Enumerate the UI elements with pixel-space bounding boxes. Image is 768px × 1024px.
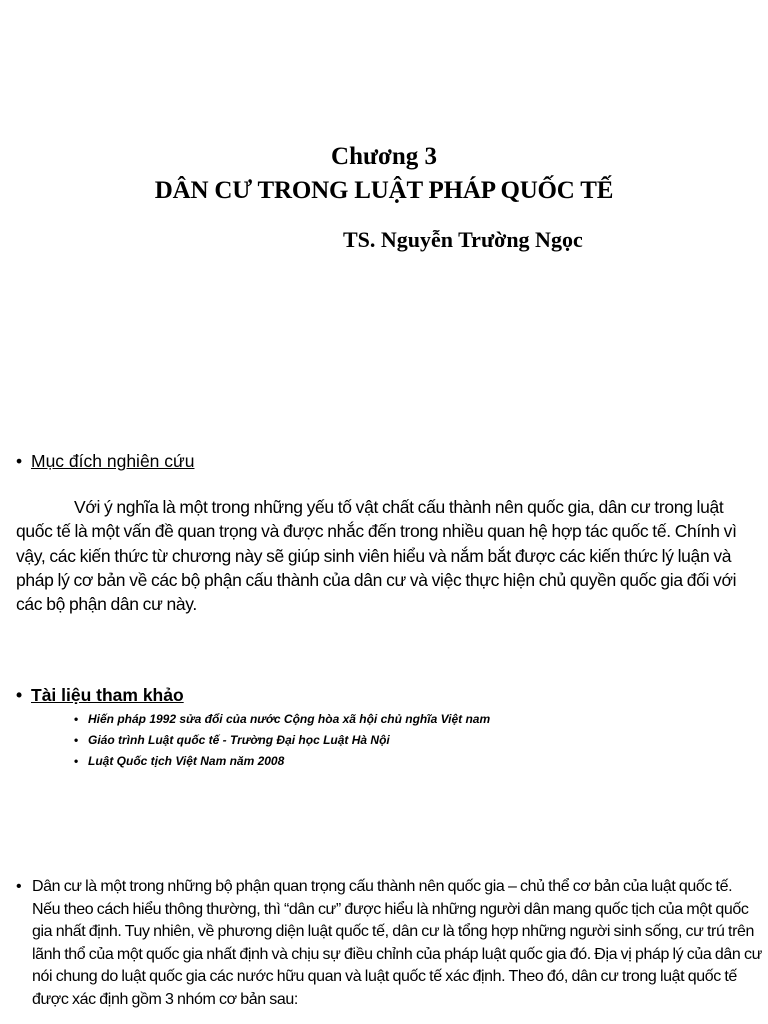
bullet-icon: • <box>74 754 79 768</box>
list-item <box>72 751 732 772</box>
bullet-icon: • <box>74 712 79 726</box>
population-paragraph <box>16 876 762 1012</box>
population-text: Dân cư là một trong những bộ phận quan trọng cấu thành nên quốc gia – chủ thể cơ bản của luật quốc tế. Nếu theo cách hiểu thông thường, thì “dân cư” được hiểu là những người dân mang quốc tịch của một quốc gia nhất định. Tuy nhiên, về phương diện luật quốc tế, dân cư là tổng hợp những người sinh sống, cư trú trên lãnh thổ của một quốc gia nhất định và chịu sự điều chỉnh của pháp luật quốc gia đó. Địa vị pháp lý của dân cư nói chung do luật quốc gia các nước hữu quan và luật quốc tế xác định. Theo đó, dân cư trong luật quốc tế được xác định gồm 3 nhóm cơ bản sau: <box>32 878 762 1008</box>
purpose-heading-label: Mục đích nghiên cứu <box>31 451 195 471</box>
bullet-icon: • <box>16 451 23 471</box>
bullet-icon: • <box>16 878 22 895</box>
bullet-icon: • <box>74 733 79 747</box>
reference-text: Hiến pháp 1992 sửa đổi của nước Cộng hòa xã hội chủ nghĩa Việt nam <box>88 712 491 726</box>
references-heading <box>16 683 184 707</box>
references-heading-label: Tài liệu tham khảo <box>31 685 184 705</box>
list-item <box>72 709 732 730</box>
chapter-number: Chương 3 <box>331 143 437 170</box>
chapter-title: DÂN CƯ TRONG LUẬT PHÁP QUỐC TẾ <box>154 177 614 204</box>
purpose-paragraph: Với ý nghĩa là một trong những yếu tố vật chất cấu thành nên quốc gia, dân cư trong luật quốc tế là một vấn đề quan trọng và được nhắc đến trong nhiều quan hệ hợp tác quốc tế. Chính vì vậy, các kiến thức từ chương này sẽ giúp sinh viên hiểu và nắm bắt được các kiến thức lý luận và pháp lý cơ bản về các bộ phận cấu thành của dân cư và việc thực hiện chủ quyền quốc gia đối với các bộ phận dân cư này. <box>16 497 737 615</box>
bullet-icon: • <box>16 685 23 705</box>
purpose-heading <box>16 449 194 473</box>
reference-text: Luật Quốc tịch Việt Nam năm 2008 <box>88 754 285 768</box>
references-list <box>72 709 732 772</box>
list-item <box>72 730 732 751</box>
title-block <box>0 140 768 208</box>
reference-text: Giáo trình Luật quốc tế - Trường Đại học Luật Hà Nội <box>88 733 390 747</box>
author-name: TS. Nguyễn Trường Ngọc <box>343 227 583 252</box>
